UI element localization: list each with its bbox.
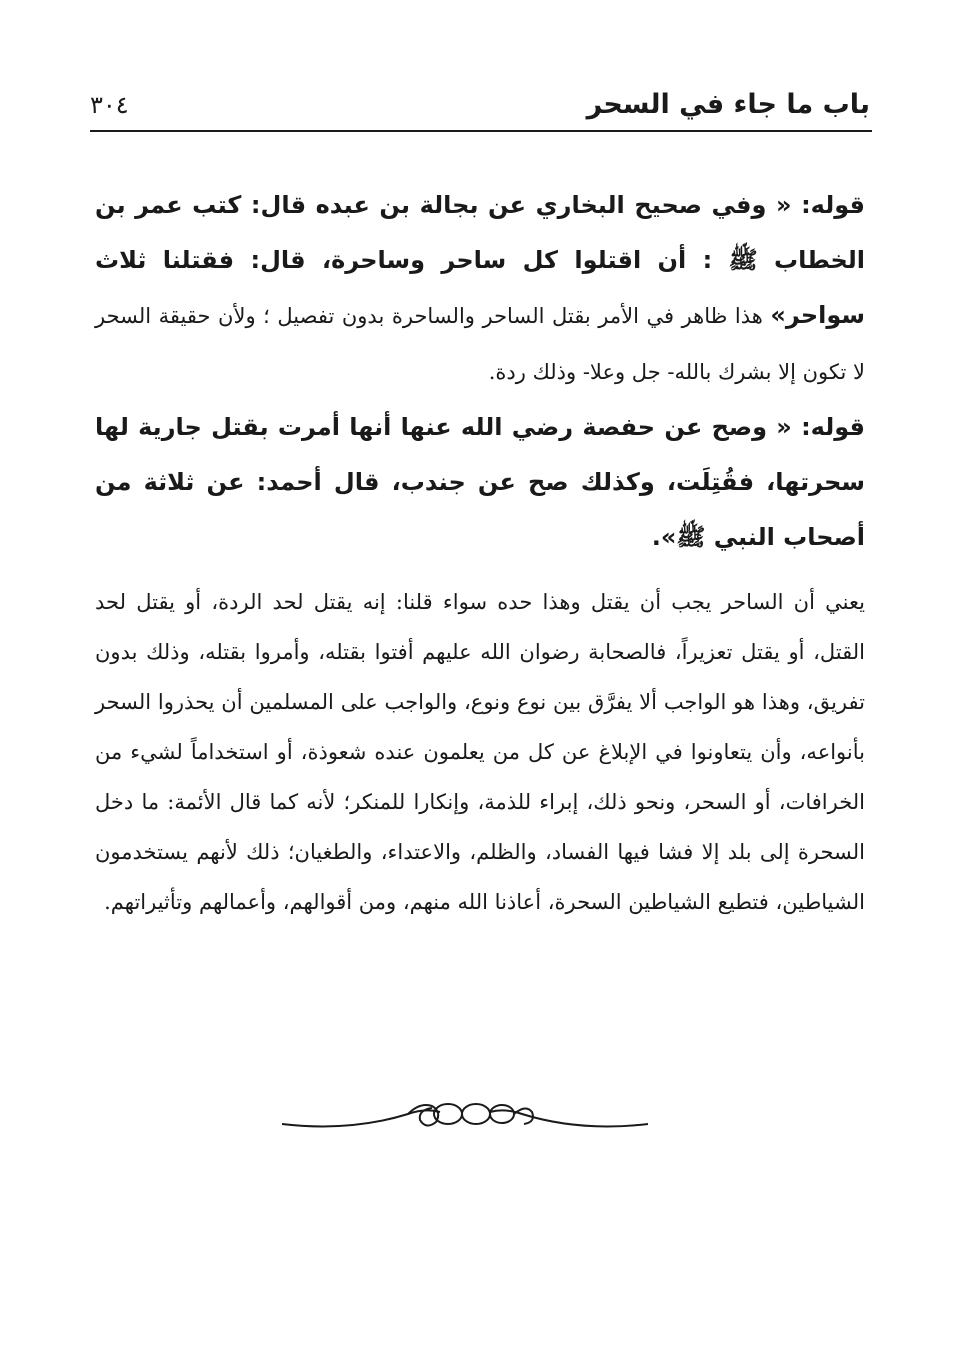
paragraph-bukhari-quote: [95, 178, 865, 400]
page-body: [95, 178, 865, 927]
page-number: ٣٠٤: [90, 91, 129, 119]
paragraph-hafsa-quote: قوله: « وصح عن حفصة رضي الله عنها أنها أمرت بقتل جارية لها سحرتها، فقُتِلَت، وكذلك صح عن جندب، قال أحمد: عن ثلاثة من أصحاب النبي ﷺ».: [95, 413, 865, 551]
chapter-title: باب ما جاء في السحر: [586, 89, 870, 120]
paragraph-explanation: يعني أن الساحر يجب أن يقتل وهذا حده سواء قلنا: إنه يقتل لحد الردة، أو يقتل لحد القتل، أو يقتل تعزيراً، فالصحابة رضوان الله عليهم أفتوا بقتله، وأمروا بقتله، وذلك بدون تفريق، وهذا هو الواجب ألا يفرَّق بين نوع ونوع، والواجب على المسلمين أن يحذروا السحر بأنواعه، وأن يتعاونوا في الإبلاغ عن كل من يعلمون عنده شعوذة، أو استخداماً لشيء من الخرافات، أو السحر، ونحو ذلك، إبراء للذمة، وإنكارا للمنكر؛ لأنه كما قال الأئمة: ما دخل السحرة إلى بلد إلا فشا فيها الفساد، والظلم، والاعتداء، والطغيان؛ ذلك لأنهم يستخدمون الشياطين، فتطيع الشياطين السحرة، أعاذنا الله منهم، ومن أقوالهم، وأعمالهم وتأثيراتهم.: [95, 590, 865, 914]
flourish-divider-icon: [280, 1092, 650, 1142]
header-divider: [90, 130, 872, 132]
bukhari-quote-commentary: هذا ظاهر في الأمر بقتل الساحر والساحرة بدون تفصيل ؛ ولأن حقيقة السحر لا تكون إلا بشرك بالله- جل وعلا- وذلك ردة.: [95, 304, 865, 384]
page-header: [90, 88, 870, 128]
bukhari-quote-text: قوله: « وفي صحيح البخاري عن بجالة بن عبده قال: كتب عمر بن الخطاب ﷺ : أن اقتلوا كل ساحر وساحرة، قال: فقتلنا ثلاث سواحر»: [95, 191, 865, 329]
